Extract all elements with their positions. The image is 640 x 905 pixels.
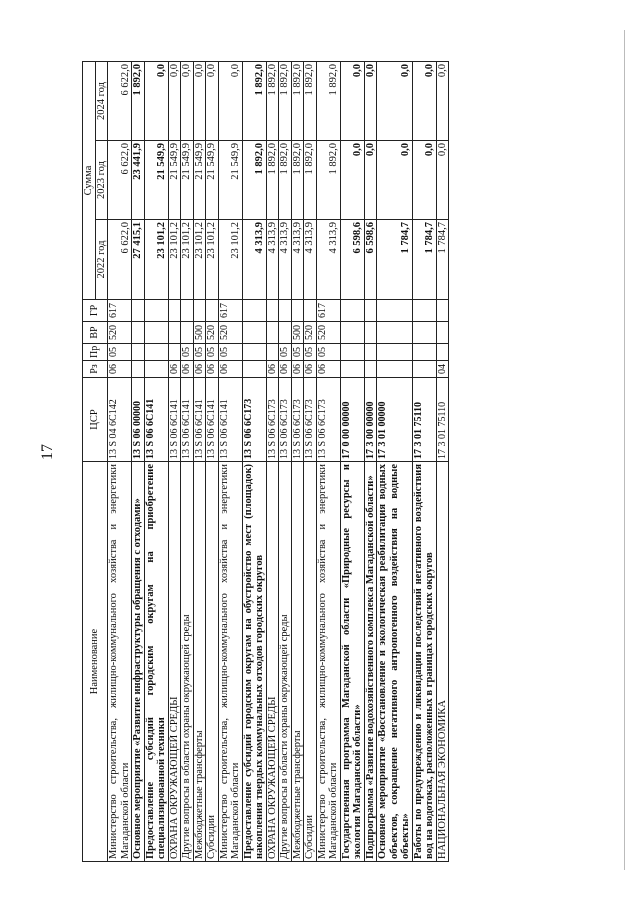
row-rz: 06 <box>279 361 292 378</box>
row-pr: 05 <box>218 344 242 361</box>
row-csr: 13 S 06 6C141 <box>168 378 181 462</box>
table-row <box>266 62 279 862</box>
row-pr <box>377 344 413 361</box>
row-gr <box>206 300 219 322</box>
row-value-2023: 1 892,0 <box>316 141 340 220</box>
row-pr <box>132 344 145 361</box>
row-value-2023: 0,0 <box>412 141 436 220</box>
row-value-2023: 21 549,9 <box>144 141 168 220</box>
header-vr: ВР <box>83 322 108 344</box>
budget-table <box>82 61 449 862</box>
row-name: Субсидии <box>304 462 317 862</box>
row-value-2023: 0,0 <box>436 141 449 220</box>
row-vr: 500 <box>193 322 206 344</box>
row-csr: 13 S 06 6C173 <box>304 378 317 462</box>
row-pr: 05 <box>316 344 340 361</box>
row-value-2024: 1 892,0 <box>242 62 266 141</box>
row-name: ОХРАНА ОКРУЖАЮЩЕЙ СРЕДЫ <box>168 462 181 862</box>
row-csr: 13 S 06 6C173 <box>316 378 340 462</box>
row-gr <box>266 300 279 322</box>
row-value-2024: 0,0 <box>377 62 413 141</box>
row-value-2022: 1 784,7 <box>436 220 449 300</box>
row-gr <box>304 300 317 322</box>
row-value-2023: 0,0 <box>340 141 364 220</box>
row-name: Субсидии <box>206 462 219 862</box>
row-vr <box>279 322 292 344</box>
row-pr: 05 <box>181 344 194 361</box>
row-name: Министерство строительства, жилищно-коммунального хозяйства и энергетики Магаданской области <box>218 462 242 862</box>
table-row <box>206 62 219 862</box>
row-value-2024: 0,0 <box>181 62 194 141</box>
row-name: Министерство строительства, жилищно-коммунального хозяйства и энергетики Магаданской области <box>316 462 340 862</box>
row-csr: 13 S 06 6C173 <box>291 378 304 462</box>
row-value-2023: 21 549,9 <box>181 141 194 220</box>
row-pr <box>144 344 168 361</box>
row-value-2024: 0,0 <box>436 62 449 141</box>
row-value-2022: 4 313,9 <box>291 220 304 300</box>
header-year-2023: 2023 год <box>95 141 108 220</box>
row-name: Основное мероприятие «Развитие инфраструктуры обращения с отходами» <box>132 462 145 862</box>
row-csr: 17 3 01 75110 <box>436 378 449 462</box>
row-csr: 17 0 00 00000 <box>340 378 364 462</box>
table-row <box>279 62 292 862</box>
row-value-2024: 1 892,0 <box>304 62 317 141</box>
row-value-2024: 1 892,0 <box>316 62 340 141</box>
header-sum: Сумма <box>83 62 96 300</box>
row-vr: 520 <box>316 322 340 344</box>
table-row <box>242 62 266 862</box>
row-rz <box>364 361 377 378</box>
table-row <box>218 62 242 862</box>
header-pr: Пр <box>83 344 108 361</box>
row-pr: 05 <box>279 344 292 361</box>
row-value-2022: 4 313,9 <box>279 220 292 300</box>
row-rz <box>132 361 145 378</box>
row-name: ОХРАНА ОКРУЖАЮЩЕЙ СРЕДЫ <box>266 462 279 862</box>
row-gr <box>340 300 364 322</box>
row-vr: 520 <box>206 322 219 344</box>
row-value-2023: 21 549,9 <box>206 141 219 220</box>
row-value-2022: 4 313,9 <box>242 220 266 300</box>
row-vr <box>412 322 436 344</box>
row-pr <box>168 344 181 361</box>
row-rz <box>144 361 168 378</box>
row-value-2024: 0,0 <box>206 62 219 141</box>
table-row <box>108 62 132 862</box>
row-rz <box>340 361 364 378</box>
row-pr: 05 <box>193 344 206 361</box>
row-value-2024: 0,0 <box>364 62 377 141</box>
row-value-2023: 1 892,0 <box>291 141 304 220</box>
row-vr: 500 <box>291 322 304 344</box>
row-value-2022: 1 784,7 <box>377 220 413 300</box>
table-row <box>316 62 340 862</box>
row-gr <box>132 300 145 322</box>
row-pr: 05 <box>206 344 219 361</box>
rotated-table-wrapper <box>82 62 449 862</box>
table-row <box>364 62 377 862</box>
header-name: Наименование <box>83 462 108 862</box>
header-gr: ГР <box>83 300 108 322</box>
row-csr: 13 S 04 6C142 <box>108 378 132 462</box>
row-csr: 17 3 01 00000 <box>377 378 413 462</box>
row-rz: 06 <box>181 361 194 378</box>
table-row <box>304 62 317 862</box>
row-rz <box>242 361 266 378</box>
row-csr: 13 S 06 6C141 <box>181 378 194 462</box>
row-rz: 06 <box>291 361 304 378</box>
row-rz: 06 <box>108 361 132 378</box>
row-csr: 17 3 00 00000 <box>364 378 377 462</box>
row-name: НАЦИОНАЛЬНАЯ ЭКОНОМИКА <box>436 462 449 862</box>
row-vr <box>242 322 266 344</box>
table-row <box>132 62 145 862</box>
row-value-2023: 21 549,9 <box>193 141 206 220</box>
row-csr: 17 3 01 75110 <box>412 378 436 462</box>
row-csr: 13 S 06 00000 <box>132 378 145 462</box>
page-number: 17 <box>39 444 56 460</box>
row-vr: 520 <box>218 322 242 344</box>
row-rz: 06 <box>168 361 181 378</box>
table-row <box>193 62 206 862</box>
row-value-2023: 21 549,9 <box>168 141 181 220</box>
table-row <box>340 62 364 862</box>
row-gr <box>181 300 194 322</box>
row-value-2022: 1 784,7 <box>412 220 436 300</box>
row-value-2023: 1 892,0 <box>242 141 266 220</box>
row-value-2022: 6 622,0 <box>108 220 132 300</box>
row-value-2023: 6 622,0 <box>108 141 132 220</box>
row-name: Подпрограмма «Развитие водохозяйственного комплекса Магаданской области» <box>364 462 377 862</box>
row-value-2023: 1 892,0 <box>266 141 279 220</box>
row-pr <box>340 344 364 361</box>
row-pr <box>242 344 266 361</box>
row-value-2022: 23 101,2 <box>144 220 168 300</box>
row-csr: 13 S 06 6C173 <box>242 378 266 462</box>
row-value-2022: 6 598,6 <box>364 220 377 300</box>
row-value-2023: 0,0 <box>377 141 413 220</box>
row-value-2023: 23 441,9 <box>132 141 145 220</box>
row-rz: 06 <box>193 361 206 378</box>
row-value-2022: 4 313,9 <box>316 220 340 300</box>
row-value-2024: 1 892,0 <box>132 62 145 141</box>
row-pr <box>266 344 279 361</box>
row-value-2022: 23 101,2 <box>193 220 206 300</box>
row-gr <box>193 300 206 322</box>
row-gr <box>364 300 377 322</box>
row-csr: 13 S 06 6C173 <box>279 378 292 462</box>
row-pr <box>364 344 377 361</box>
row-pr: 05 <box>291 344 304 361</box>
row-pr: 05 <box>108 344 132 361</box>
row-csr: 13 S 06 6C141 <box>144 378 168 462</box>
row-rz: 06 <box>266 361 279 378</box>
row-value-2022: 23 101,2 <box>218 220 242 300</box>
row-name: Государственная программа Магаданской области «Природные ресурсы и экология Магаданской области» <box>340 462 364 862</box>
row-vr <box>340 322 364 344</box>
row-value-2024: 1 892,0 <box>266 62 279 141</box>
row-value-2023: 0,0 <box>364 141 377 220</box>
row-value-2022: 6 598,6 <box>340 220 364 300</box>
row-value-2022: 4 313,9 <box>266 220 279 300</box>
row-name: Министерство строительства, жилищно-коммунального хозяйства и энергетики Магаданской области <box>108 462 132 862</box>
row-csr: 13 S 06 6C141 <box>206 378 219 462</box>
row-value-2022: 23 101,2 <box>181 220 194 300</box>
row-rz: 06 <box>206 361 219 378</box>
header-row-1 <box>83 62 96 862</box>
row-vr <box>266 322 279 344</box>
header-year-2022: 2022 год <box>95 220 108 300</box>
row-value-2024: 6 622,0 <box>108 62 132 141</box>
row-value-2022: 4 313,9 <box>304 220 317 300</box>
row-csr: 13 S 06 6C173 <box>266 378 279 462</box>
row-name: Предоставление субсидий городским округам на приобретение специализированной техники <box>144 462 168 862</box>
row-vr: 520 <box>108 322 132 344</box>
row-csr: 13 S 06 6C141 <box>218 378 242 462</box>
row-vr <box>377 322 413 344</box>
row-pr: 05 <box>304 344 317 361</box>
row-value-2024: 0,0 <box>168 62 181 141</box>
row-gr: 617 <box>218 300 242 322</box>
row-gr: 617 <box>108 300 132 322</box>
row-gr <box>279 300 292 322</box>
row-rz: 04 <box>436 361 449 378</box>
row-name: Другие вопросы в области охраны окружающей среды <box>279 462 292 862</box>
table-row <box>181 62 194 862</box>
row-name: Работы по предупреждению и ликвидации последствий негативного воздействия вод на водотоках, расположенных в границах городских округов <box>412 462 436 862</box>
table-row <box>436 62 449 862</box>
table-row <box>377 62 413 862</box>
table-row <box>144 62 168 862</box>
row-name: Основное мероприятие «Восстановление и экологическая реабилитация водных объектов, сокращение негативного антропогенного воздействия на водные объекты» <box>377 462 413 862</box>
row-name: Межбюджетные трансферты <box>291 462 304 862</box>
row-gr <box>436 300 449 322</box>
header-rz: Рз <box>83 361 108 378</box>
row-value-2024: 1 892,0 <box>291 62 304 141</box>
row-vr <box>144 322 168 344</box>
row-value-2024: 0,0 <box>340 62 364 141</box>
row-value-2024: 1 892,0 <box>279 62 292 141</box>
row-gr <box>377 300 413 322</box>
row-pr <box>412 344 436 361</box>
row-value-2024: 0,0 <box>412 62 436 141</box>
row-vr <box>168 322 181 344</box>
row-gr: 617 <box>316 300 340 322</box>
row-vr: 520 <box>304 322 317 344</box>
row-rz <box>412 361 436 378</box>
row-vr <box>436 322 449 344</box>
row-value-2024: 0,0 <box>193 62 206 141</box>
row-csr: 13 S 06 6C141 <box>193 378 206 462</box>
row-value-2022: 23 101,2 <box>206 220 219 300</box>
row-rz: 06 <box>304 361 317 378</box>
row-name: Предоставление субсидий городским округам на обустройство мест (площадок) накопления твердых коммунальных отходов городских округов <box>242 462 266 862</box>
scan-edge-line <box>624 30 625 870</box>
row-name: Другие вопросы в области охраны окружающей среды <box>181 462 194 862</box>
header-year-2024: 2024 год <box>95 62 108 141</box>
row-vr <box>364 322 377 344</box>
row-rz: 06 <box>316 361 340 378</box>
row-gr <box>168 300 181 322</box>
row-gr <box>144 300 168 322</box>
header-csr: ЦСР <box>83 378 108 462</box>
row-value-2022: 23 101,2 <box>168 220 181 300</box>
table-row <box>168 62 181 862</box>
row-value-2023: 1 892,0 <box>304 141 317 220</box>
row-name: Межбюджетные трансферты <box>193 462 206 862</box>
row-value-2022: 27 415,1 <box>132 220 145 300</box>
table-row <box>412 62 436 862</box>
row-gr <box>412 300 436 322</box>
row-gr <box>242 300 266 322</box>
row-value-2024: 0,0 <box>218 62 242 141</box>
row-rz: 06 <box>218 361 242 378</box>
row-value-2024: 0,0 <box>144 62 168 141</box>
row-vr <box>132 322 145 344</box>
table-row <box>291 62 304 862</box>
row-value-2023: 1 892,0 <box>279 141 292 220</box>
row-rz <box>377 361 413 378</box>
row-gr <box>291 300 304 322</box>
row-value-2023: 21 549,9 <box>218 141 242 220</box>
row-pr <box>436 344 449 361</box>
row-vr <box>181 322 194 344</box>
